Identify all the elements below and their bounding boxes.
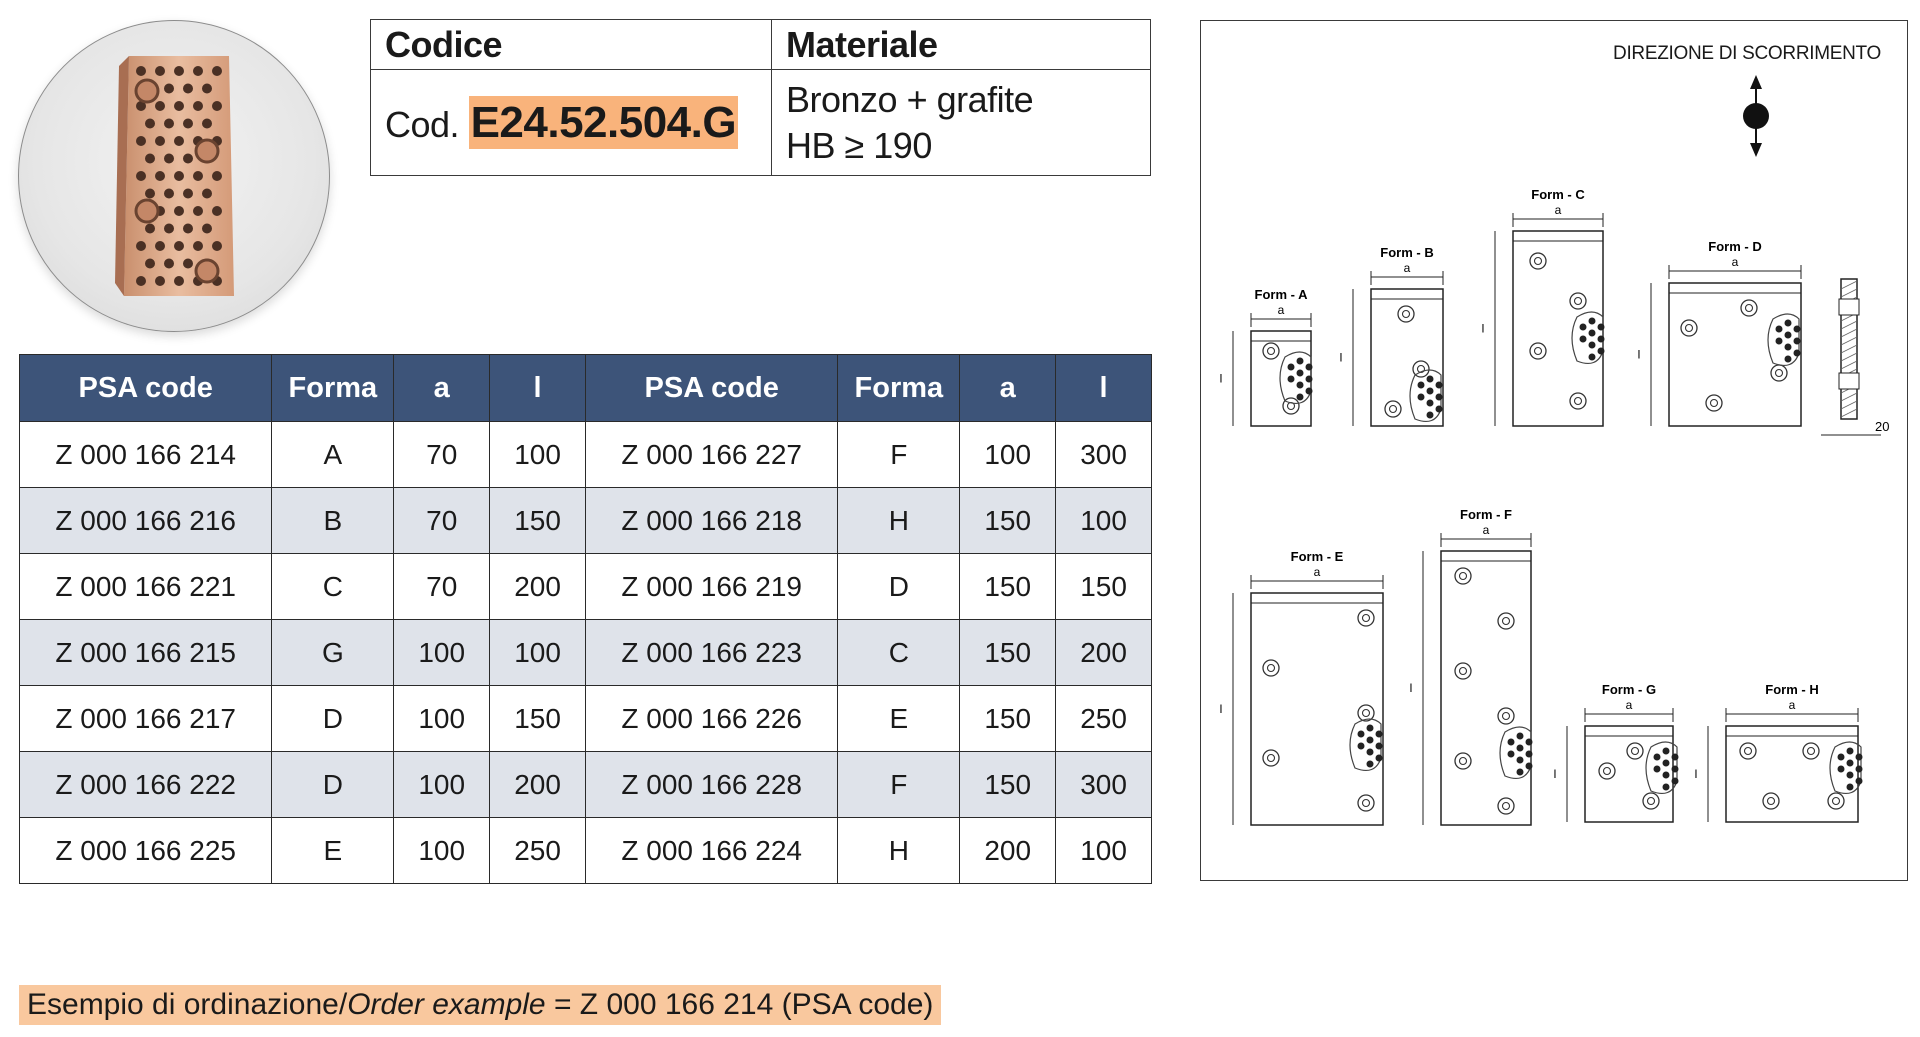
form-h-diagram: [1695, 682, 1863, 822]
graphite-dot: [1367, 761, 1374, 768]
table-row: [20, 422, 1152, 488]
profile-bore: [1839, 299, 1859, 315]
hole-marker: [1686, 325, 1693, 332]
hole-marker: [1632, 748, 1639, 755]
graphite-dot: [1517, 757, 1524, 764]
hole-marker: [1768, 798, 1775, 805]
hole-marker: [1460, 573, 1467, 580]
hole-marker: [1498, 613, 1514, 629]
a-cell: 150: [960, 752, 1056, 818]
psa-code-cell: Z 000 166 228: [585, 752, 837, 818]
order-example-italic: Order example: [347, 988, 546, 1021]
graphite-dot: [1785, 344, 1792, 351]
hole-marker: [1268, 665, 1275, 672]
graphite-dot: [1517, 733, 1524, 740]
bronze-plate-image: [19, 21, 329, 331]
hole-marker: [1604, 768, 1611, 775]
graphite-dot: [1367, 725, 1374, 732]
material-line-1: Bronzo + grafite: [786, 78, 1034, 120]
graphite-dot: [1306, 388, 1313, 395]
a-cell: 70: [394, 488, 490, 554]
forma-cell: F: [838, 422, 960, 488]
material-line-2: HB ≥ 190: [786, 124, 932, 166]
graphite-dot: [1288, 364, 1295, 371]
hole-marker: [1403, 311, 1410, 318]
dim-l-label: l: [1637, 347, 1641, 362]
psa-code-cell: Z 000 166 217: [20, 686, 272, 752]
graphite-dot: [1297, 358, 1304, 365]
form-b-diagram: [1340, 245, 1443, 426]
l-cell: 150: [490, 488, 586, 554]
table-row: [20, 488, 1152, 554]
forma-cell: A: [272, 422, 394, 488]
hole-marker: [1530, 343, 1546, 359]
plate-outline: [1441, 551, 1531, 825]
graphite-dot: [1418, 382, 1425, 389]
plate-outline: [1726, 726, 1858, 822]
hole-marker: [1808, 748, 1815, 755]
hole-marker: [1363, 800, 1370, 807]
a-cell: 70: [394, 554, 490, 620]
hole-marker: [1503, 803, 1510, 810]
hatch-line: [1841, 321, 1857, 329]
form-label: Form - F: [1460, 507, 1512, 522]
hatch-line: [1841, 361, 1857, 369]
hole-marker: [1746, 305, 1753, 312]
psa-code-cell: Z 000 166 225: [20, 818, 272, 884]
table-row: [20, 686, 1152, 752]
dim-a-label: a: [1554, 203, 1562, 217]
hole-marker: [1268, 348, 1275, 355]
form-label: Form - D: [1708, 239, 1762, 254]
plate-outline: [1585, 726, 1673, 822]
graphite-dot: [1847, 772, 1854, 779]
order-example: [19, 985, 941, 1025]
psa-code-cell: Z 000 166 216: [20, 488, 272, 554]
form-label: Form - C: [1531, 187, 1585, 202]
graphite-dot: [1794, 338, 1801, 345]
forma-cell: G: [272, 620, 394, 686]
graphite-dot: [1663, 784, 1670, 791]
order-example-prefix: Esempio di ordinazione/: [27, 988, 348, 1021]
graphite-dot: [1663, 748, 1670, 755]
psa-code-cell: Z 000 166 226: [585, 686, 837, 752]
direction-label: DIREZIONE DI SCORRIMENTO: [1613, 43, 1881, 64]
l-cell: 100: [1056, 818, 1152, 884]
hole-marker: [1776, 370, 1783, 377]
hole-marker: [1575, 298, 1582, 305]
dim-thickness-label: 20: [1875, 419, 1890, 434]
l-cell: 200: [490, 752, 586, 818]
a-cell: 150: [960, 488, 1056, 554]
graphite-dot: [1776, 326, 1783, 333]
l-cell: 200: [1056, 620, 1152, 686]
hole-marker: [1535, 348, 1542, 355]
hole-marker: [1570, 293, 1586, 309]
graphite-dot: [1288, 376, 1295, 383]
hole-marker: [1627, 743, 1643, 759]
material-cell: [772, 70, 1151, 176]
psa-code-cell: Z 000 166 214: [20, 422, 272, 488]
graphite-dot: [1306, 376, 1313, 383]
graphite-dot: [1358, 743, 1365, 750]
codice-header: Codice: [371, 20, 772, 70]
hole-marker: [1771, 365, 1787, 381]
hole-marker: [1763, 793, 1779, 809]
hole-marker: [1455, 663, 1471, 679]
graphite-dot: [1526, 763, 1533, 770]
graphite-dot: [1376, 731, 1383, 738]
hole-marker: [1711, 400, 1718, 407]
graphite-dot: [1654, 754, 1661, 761]
graphite-dot: [1508, 739, 1515, 746]
psa-code-cell: Z 000 166 215: [20, 620, 272, 686]
hole-marker: [1263, 660, 1279, 676]
forma-cell: C: [838, 620, 960, 686]
hole-marker: [1570, 393, 1586, 409]
psa-code-cell: Z 000 166 227: [585, 422, 837, 488]
plate-outline: [1669, 283, 1801, 426]
l-cell: 150: [490, 686, 586, 752]
hole-marker: [1455, 568, 1471, 584]
dim-l-label: l: [1219, 371, 1223, 386]
col-forma-2: Forma: [838, 355, 960, 422]
hole-marker: [1833, 798, 1840, 805]
graphite-dot: [1589, 354, 1596, 361]
graphite-dot: [1785, 320, 1792, 327]
graphite-dot: [1672, 766, 1679, 773]
graphite-dot: [1580, 324, 1587, 331]
hole-marker: [1803, 743, 1819, 759]
graphite-dot: [1508, 751, 1515, 758]
cod-prefix: Cod.: [385, 103, 460, 145]
forma-cell: H: [838, 818, 960, 884]
graphite-dot: [1436, 382, 1443, 389]
article-code[interactable]: E24.52.504.G: [470, 97, 737, 147]
a-cell: 150: [960, 686, 1056, 752]
forma-cell: H: [838, 488, 960, 554]
forma-cell: B: [272, 488, 394, 554]
forma-cell: E: [838, 686, 960, 752]
form-a-diagram: [1220, 287, 1313, 426]
l-cell: 200: [490, 554, 586, 620]
hole-marker: [1503, 713, 1510, 720]
l-cell: 100: [1056, 488, 1152, 554]
dim-l-label: l: [1409, 681, 1413, 695]
graphite-dot: [1776, 338, 1783, 345]
l-cell: 100: [490, 620, 586, 686]
graphite-dot: [1589, 342, 1596, 349]
hole-marker: [1503, 618, 1510, 625]
hole-marker: [1455, 753, 1471, 769]
hole-marker: [1648, 798, 1655, 805]
hole-marker: [1681, 320, 1697, 336]
hatch-line: [1841, 329, 1857, 337]
graphite-dot: [1598, 348, 1605, 355]
order-example-suffix: = Z 000 166 214 (PSA code): [545, 988, 934, 1021]
hole-marker: [1599, 763, 1615, 779]
graphite-dot: [1856, 778, 1863, 785]
hole-marker: [1530, 253, 1546, 269]
dim-l-label: l: [1553, 767, 1557, 781]
form-e-diagram: [1220, 549, 1383, 825]
graphite-dot: [1517, 745, 1524, 752]
psa-code-cell: Z 000 166 218: [585, 488, 837, 554]
hole-marker: [1358, 795, 1374, 811]
form-label: Form - H: [1765, 682, 1819, 697]
dim-l-label: l: [1694, 767, 1698, 781]
forms-drawing-svg: [1201, 21, 1909, 882]
hatch-line: [1841, 393, 1857, 401]
table-header-row: [20, 355, 1152, 422]
a-cell: 150: [960, 620, 1056, 686]
graphite-dot: [1838, 754, 1845, 761]
hole-marker: [1263, 343, 1279, 359]
hatch-line: [1841, 337, 1857, 345]
hole-marker: [1358, 610, 1374, 626]
hatch-line: [1841, 281, 1857, 289]
forma-cell: E: [272, 818, 394, 884]
a-cell: 100: [394, 620, 490, 686]
product-photo: [18, 20, 330, 332]
a-cell: 150: [960, 554, 1056, 620]
form-f-diagram: [1410, 507, 1533, 825]
graphite-dot: [1663, 772, 1670, 779]
graphite-dot: [1297, 370, 1304, 377]
a-cell: 100: [960, 422, 1056, 488]
graphite-dot: [1672, 754, 1679, 761]
graphite-dot: [1598, 336, 1605, 343]
form-label: Form - B: [1380, 245, 1434, 260]
hatch-line: [1841, 345, 1857, 353]
technical-drawing: [1200, 20, 1908, 881]
graphite-dot: [1794, 326, 1801, 333]
graphite-dot: [1427, 376, 1434, 383]
col-a: a: [394, 355, 490, 422]
graphite-dot: [1427, 400, 1434, 407]
form-g-diagram: [1554, 682, 1679, 822]
dim-a-label: a: [1482, 523, 1490, 537]
form-d-diagram: [1638, 239, 1801, 426]
dim-a-label: a: [1625, 698, 1633, 712]
graphite-dot: [1856, 754, 1863, 761]
dim-a-label: a: [1403, 261, 1411, 275]
graphite-dot: [1436, 406, 1443, 413]
hatch-line: [1841, 409, 1857, 417]
hole-marker: [1741, 300, 1757, 316]
hole-marker: [1363, 710, 1370, 717]
graphite-dot: [1517, 769, 1524, 776]
graphite-dot: [1376, 755, 1383, 762]
hole-marker: [1390, 406, 1397, 413]
profile-bore: [1839, 373, 1859, 389]
hole-marker: [1828, 793, 1844, 809]
hatch-line: [1841, 401, 1857, 409]
graphite-dot: [1436, 394, 1443, 401]
hatch-line: [1841, 353, 1857, 361]
graphite-dot: [1297, 394, 1304, 401]
graphite-dot: [1663, 760, 1670, 767]
hole-marker: [1643, 793, 1659, 809]
hole-marker: [1535, 258, 1542, 265]
hole-marker: [1745, 748, 1752, 755]
psa-code-cell: Z 000 166 224: [585, 818, 837, 884]
hole-marker: [1740, 743, 1756, 759]
graphite-dot: [1794, 350, 1801, 357]
hole-marker: [1498, 798, 1514, 814]
col-psa-code: PSA code: [20, 355, 272, 422]
dim-l-label: l: [1481, 321, 1485, 336]
forma-cell: C: [272, 554, 394, 620]
l-cell: 150: [1056, 554, 1152, 620]
psa-code-cell: Z 000 166 221: [20, 554, 272, 620]
graphite-dot: [1297, 382, 1304, 389]
graphite-dot: [1526, 739, 1533, 746]
form-label: Form - E: [1290, 549, 1344, 564]
psa-code-cell: Z 000 166 219: [585, 554, 837, 620]
graphite-dot: [1847, 784, 1854, 791]
graphite-dot: [1847, 748, 1854, 755]
graphite-dot: [1654, 766, 1661, 773]
psa-code-cell: Z 000 166 223: [585, 620, 837, 686]
hole-marker: [1363, 615, 1370, 622]
hole-marker: [1460, 758, 1467, 765]
col-psa-code-2: PSA code: [585, 355, 837, 422]
forma-cell: D: [838, 554, 960, 620]
graphite-dot: [1376, 743, 1383, 750]
form-label: Form - A: [1254, 287, 1308, 302]
graphite-dot: [1427, 412, 1434, 419]
graphite-dot: [1526, 751, 1533, 758]
forma-cell: F: [838, 752, 960, 818]
plate-outline: [1513, 231, 1603, 426]
a-cell: 70: [394, 422, 490, 488]
graphite-dot: [1598, 324, 1605, 331]
graphite-dot: [1589, 330, 1596, 337]
a-cell: 200: [960, 818, 1056, 884]
graphite-dot: [1785, 332, 1792, 339]
graphite-dot: [1306, 364, 1313, 371]
form-c-diagram: [1482, 187, 1605, 426]
graphite-dot: [1418, 394, 1425, 401]
forma-cell: D: [272, 686, 394, 752]
plate-outline: [1251, 331, 1311, 426]
psa-code-cell: Z 000 166 222: [20, 752, 272, 818]
table-row: [20, 620, 1152, 686]
forma-cell: D: [272, 752, 394, 818]
l-cell: 300: [1056, 422, 1152, 488]
graphite-dot: [1847, 760, 1854, 767]
plate-outline: [1251, 593, 1383, 825]
graphite-dot: [1580, 336, 1587, 343]
dim-a-label: a: [1277, 303, 1285, 317]
dim-a-label: a: [1731, 255, 1739, 269]
hole-marker: [1460, 668, 1467, 675]
hole-marker: [1268, 755, 1275, 762]
dim-a-label: a: [1788, 698, 1796, 712]
l-cell: 100: [490, 422, 586, 488]
a-cell: 100: [394, 752, 490, 818]
table-row: [20, 554, 1152, 620]
a-cell: 100: [394, 818, 490, 884]
side-profile-diagram: [1821, 279, 1889, 435]
hole-marker: [1263, 750, 1279, 766]
graphite-dot: [1589, 318, 1596, 325]
dim-a-label: a: [1313, 565, 1321, 579]
hole-marker: [1398, 306, 1414, 322]
hatch-line: [1841, 289, 1857, 297]
form-label: Form - G: [1601, 682, 1657, 697]
graphite-dot: [1672, 778, 1679, 785]
hole-marker: [1575, 398, 1582, 405]
l-cell: 300: [1056, 752, 1152, 818]
graphite-dot: [1367, 749, 1374, 756]
graphite-dot: [1358, 731, 1365, 738]
table-row: [20, 752, 1152, 818]
direction-arrow-icon: [1743, 75, 1769, 157]
graphite-dot: [1367, 737, 1374, 744]
hole-marker: [1385, 401, 1401, 417]
materiale-header: Materiale: [772, 20, 1151, 70]
col-l: l: [490, 355, 586, 422]
dim-l-label: l: [1339, 350, 1343, 365]
table-row: [20, 818, 1152, 884]
hole-marker: [1498, 708, 1514, 724]
graphite-dot: [1856, 766, 1863, 773]
a-cell: 100: [394, 686, 490, 752]
code-cell: [371, 70, 772, 176]
l-cell: 250: [490, 818, 586, 884]
dim-l-label: l: [1219, 702, 1223, 716]
col-forma: Forma: [272, 355, 394, 422]
hole-marker: [1706, 395, 1722, 411]
code-material-table: [370, 19, 1151, 176]
psa-code-table: [19, 354, 1152, 884]
graphite-dot: [1785, 356, 1792, 363]
graphite-dot: [1427, 388, 1434, 395]
l-cell: 250: [1056, 686, 1152, 752]
col-l-2: l: [1056, 355, 1152, 422]
graphite-dot: [1838, 766, 1845, 773]
col-a-2: a: [960, 355, 1056, 422]
